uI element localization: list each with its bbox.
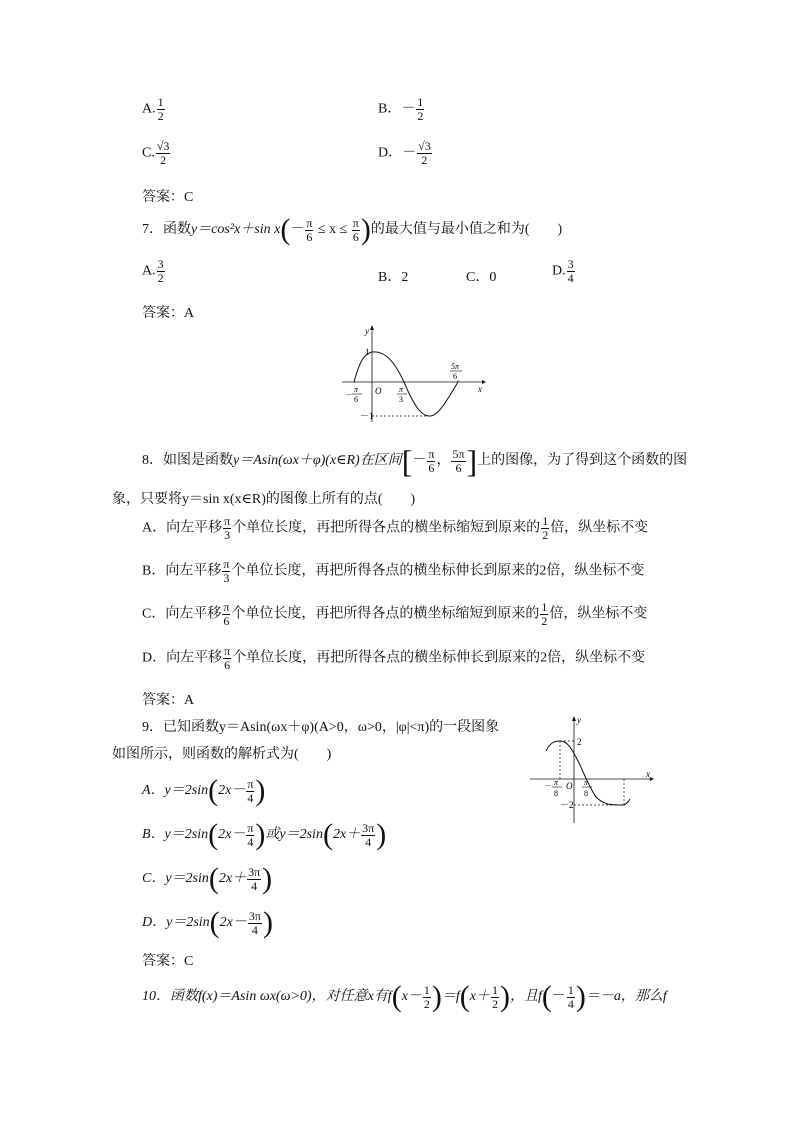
q9-option-c: C．y＝2sin(2x＋ $\frac{3\pi}{4}$ ) [142, 862, 273, 895]
graph2-neg-two: －2 [560, 800, 574, 810]
q9-answer: 答案：C [142, 954, 194, 969]
q8-option-b: B．向左平移 $\frac{\pi}{3}$ 个单位长度，再把所得各点的横坐标伸长到原来的2倍，纵坐标不变 [142, 557, 645, 585]
q10-stem: 10．函数f(x)＝Asin ωx(ω>0)，对任意x有f(x－ $\frac{1}{2}$ )＝f(x＋ $\frac{1}{2}$ )，且f(－ $\frac{1}{4}$ )＝－a，那么f [142, 980, 667, 1013]
q7-option-a: A. $\frac{3}{2}$ [142, 257, 164, 285]
graph1-tick-neg-pi6-den: 6 [354, 395, 358, 404]
graph2-two: 2 [577, 737, 582, 747]
graph-1 [336, 322, 488, 426]
graph1-one: 1 [365, 347, 370, 357]
graph1-y-label: y [365, 326, 369, 336]
graph1-x-label: x [478, 384, 482, 394]
q7-stem: 7．函数y＝cos²x＋sin x(－ $\frac{\pi}{6}$ ≤ x ≤ $\frac{\pi}{6}$ )的最大值与最小值之和为( ) [142, 213, 563, 246]
graph1-tick-pi3-den: 3 [399, 395, 403, 404]
graph1-tick-pi3-num: π [399, 385, 404, 394]
q8-stem-line1: 8．如图是函数y＝Asin(ωx＋φ)(x∈R)在区间[－ $\frac{\pi}{6}$ ， $\frac{5\pi}{6}$ ]上的图像，为了得到这个函数的图 [142, 443, 688, 479]
graph1-tick-5pi6-num: 5π [451, 362, 460, 371]
graph1-y-arrow [370, 325, 374, 330]
graph1-tick-neg-pi6-num: π [354, 385, 359, 394]
graph2-tick-pos-num: π [584, 778, 589, 787]
q8-option-d: D．向左平移 $\frac{\pi}{6}$ 个单位长度，再把所得各点的横坐标伸长到原来的2倍，纵坐标不变 [142, 644, 646, 672]
graph2-y-arrow [572, 716, 576, 721]
q7-option-d: D. $\frac{3}{4}$ [552, 257, 574, 285]
q9-option-b: B．y＝2sin(2x－ $\frac{\pi}{4}$ )或y＝2sin(2x＋ $\frac{3\pi}{4}$ ) [142, 818, 387, 851]
q6-option-a: A. $\frac{1}{2}$ [142, 95, 164, 123]
graph2-y-label: y [577, 715, 581, 725]
q6-option-b: B．－ $\frac{1}{2}$ [378, 95, 424, 123]
q7-option-b: B．2 [378, 270, 409, 285]
graph2-x-arrow [650, 777, 654, 781]
graph1-neg-one: －1 [360, 411, 374, 421]
q7-option-c: C．0 [466, 270, 497, 285]
q9-stem-line2: 如图所示，则函数的解析式为( ) [112, 747, 332, 762]
graph2-curve [546, 741, 630, 805]
graph-2 [526, 713, 658, 825]
graph1-curve [354, 352, 458, 416]
graph2-tick-neg-num: π [554, 778, 559, 787]
graph2-tick-neg-sign: － [544, 781, 552, 790]
q8-option-c: C．向左平移 $\frac{\pi}{6}$ 个单位长度，再把所得各点的横坐标缩短到原来的 $\frac{1}{2}$ 倍，纵坐标不变 [142, 600, 648, 628]
q6-option-c: C. $\frac{√3}{2}$ [142, 139, 170, 167]
graph1-x-arrow [482, 380, 486, 384]
graph1-tick-5pi6-den: 6 [453, 372, 457, 381]
q8-option-a: A．向左平移 $\frac{\pi}{3}$ 个单位长度，再把所得各点的横坐标缩短到原来的 $\frac{1}{2}$ 倍，纵坐标不变 [142, 514, 649, 542]
graph2-tick-neg-den: 8 [554, 789, 558, 798]
graph2-tick-pos-den: 8 [584, 789, 588, 798]
q9-option-a: A．y＝2sin(2x－ $\frac{\pi}{4}$ ) [142, 774, 266, 807]
q9-option-d: D．y＝2sin(2x－ $\frac{3\pi}{4}$ ) [142, 906, 273, 939]
q6-option-d: D．－ $\frac{√3}{2}$ [378, 139, 431, 167]
graph1-origin: O [375, 386, 382, 396]
q7-answer: 答案：A [142, 306, 195, 321]
q9-stem-line1: 9．已知函数y＝Asin(ωx＋φ)(A>0，ω>0，|φ|<π)的一段图象 [142, 720, 500, 735]
graph2-x-label: x [646, 769, 650, 779]
q8-stem-line2: 象，只要将y＝sin x(x∈R)的图像上所有的点( ) [112, 492, 416, 507]
q8-answer: 答案：A [142, 693, 195, 708]
graph1-tick-neg-sign: － [345, 390, 353, 399]
q6-answer: 答案：C [142, 190, 194, 205]
graph2-origin: O [566, 781, 573, 791]
